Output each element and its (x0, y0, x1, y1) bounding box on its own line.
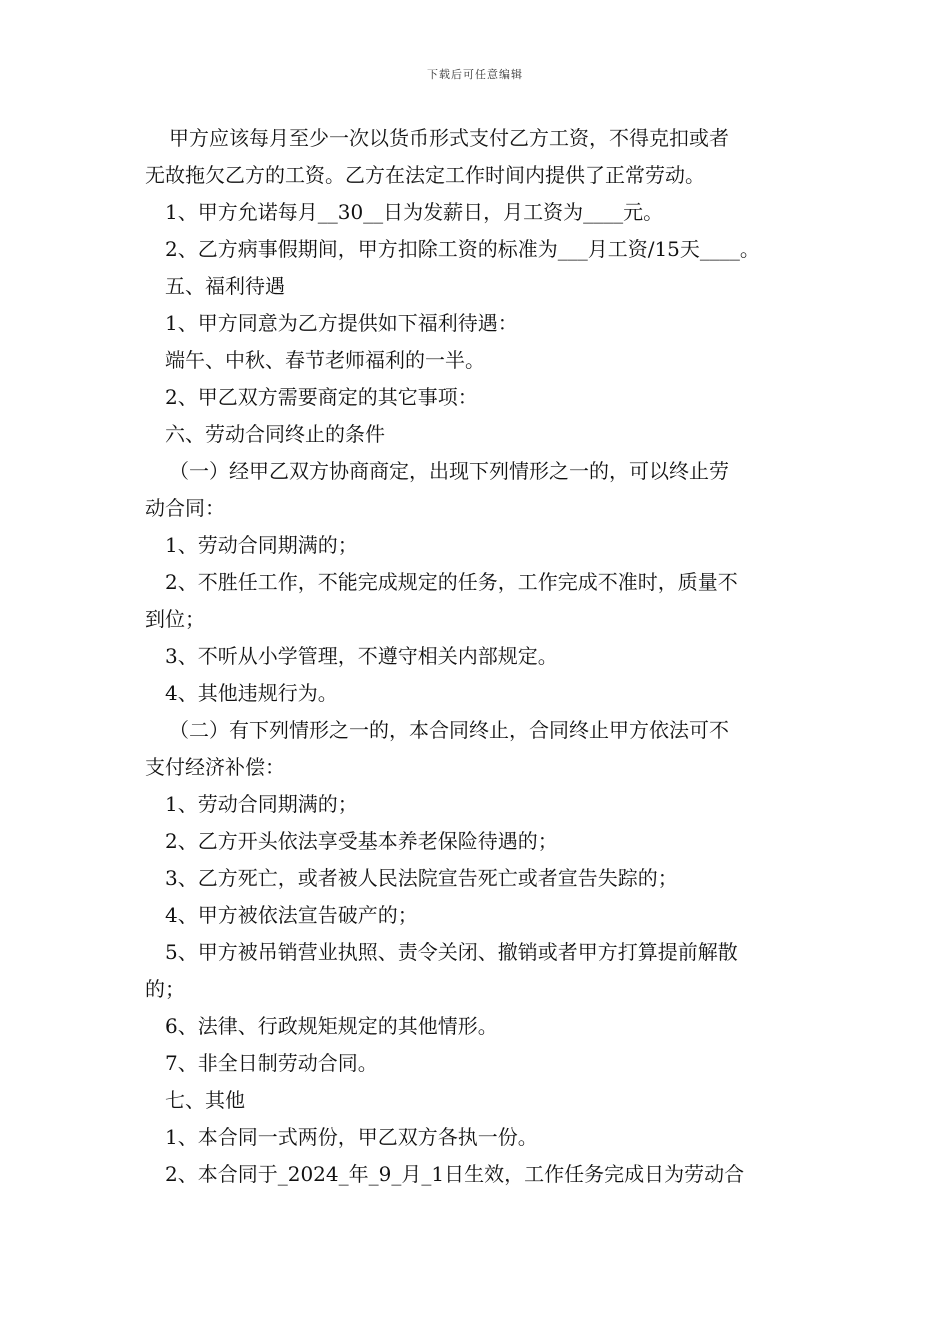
body-line: 甲方应该每月至少一次以货币形式支付乙方工资，不得克扣或者 (169, 126, 729, 150)
section-heading: 七、其他 (165, 1088, 245, 1112)
body-line: 2、甲乙双方需要商定的其它事项： (165, 385, 478, 409)
body-line: 1、本合同一式两份，甲乙双方各执一份。 (165, 1125, 538, 1149)
body-line: 无故拖欠乙方的工资。乙方在法定工作时间内提供了正常劳动。 (145, 163, 705, 187)
body-line: 5、甲方被吊销营业执照、责令关闭、撤销或者甲方打算提前解散 (165, 940, 738, 964)
body-line: 1、劳动合同期满的； (165, 792, 358, 816)
body-line: 的； (145, 977, 185, 1001)
body-line: 端午、中秋、春节老师福利的一半。 (165, 348, 485, 372)
body-line: （一）经甲乙双方协商商定，出现下列情形之一的，可以终止劳 (169, 459, 729, 483)
body-line: 1、甲方允诺每月__30__日为发薪日，月工资为____元。 (165, 200, 664, 224)
body-line: 动合同： (145, 496, 225, 520)
document-body (145, 120, 815, 1193)
body-line: 4、甲方被依法宣告破产的； (165, 903, 418, 927)
body-line: 2、乙方开头依法享受基本养老保险待遇的； (165, 829, 558, 853)
body-line: 6、法律、行政规矩规定的其他情形。 (165, 1014, 498, 1038)
body-line: 2、本合同于_2024_年_9_月_1日生效，工作任务完成日为劳动合 (165, 1162, 745, 1186)
body-line: 支付经济补偿： (145, 755, 285, 779)
page-header: 下载后可任意编辑 (427, 68, 523, 81)
section-heading: 六、劳动合同终止的条件 (165, 422, 385, 446)
body-line: 到位； (145, 607, 205, 631)
body-line: 1、劳动合同期满的； (165, 533, 358, 557)
body-line: 2、乙方病事假期间，甲方扣除工资的标准为___月工资/15天____。 (165, 237, 760, 261)
body-line: 1、甲方同意为乙方提供如下福利待遇： (165, 311, 518, 335)
body-line: 4、其他违规行为。 (165, 681, 338, 705)
body-line: 2、不胜任工作，不能完成规定的任务，工作完成不准时，质量不 (165, 570, 738, 594)
body-line: 3、乙方死亡，或者被人民法院宣告死亡或者宣告失踪的； (165, 866, 678, 890)
section-heading: 五、福利待遇 (165, 274, 285, 298)
body-line: 3、不听从小学管理，不遵守相关内部规定。 (165, 644, 558, 668)
body-line: （二）有下列情形之一的，本合同终止，合同终止甲方依法可不 (169, 718, 729, 742)
body-line: 7、非全日制劳动合同。 (165, 1051, 378, 1075)
